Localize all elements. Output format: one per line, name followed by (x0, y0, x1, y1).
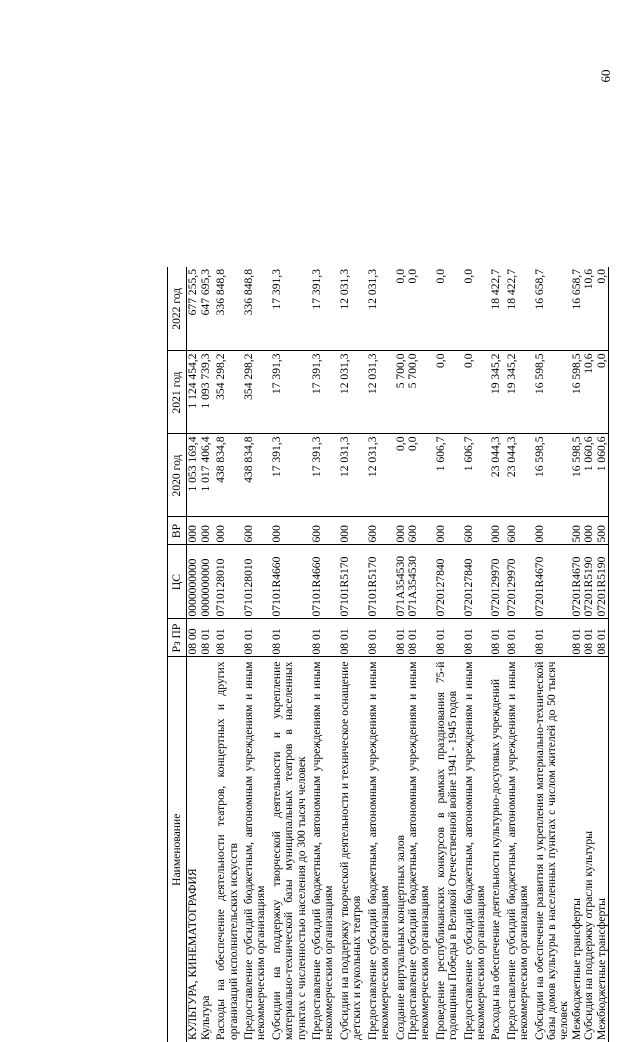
table-row (200, 267, 212, 1042)
row-2022: 0,0 (596, 267, 609, 351)
row-vr: 000 (531, 517, 571, 545)
row-2020: 0,0 (407, 434, 432, 517)
row-rz: 08 (393, 642, 407, 655)
row-rz: 08 (461, 642, 475, 655)
table-row (432, 267, 460, 1042)
table-row (212, 267, 240, 1042)
row-rz: 08 (269, 642, 283, 655)
row-rz: 08 (489, 642, 503, 655)
page-number: 60 (598, 69, 613, 83)
row-pr: 01 (269, 628, 283, 640)
row-cs: 07101R4660 (268, 545, 308, 619)
row-name: Предоставление субсидий бюджетным, автономным учреждениям и иным некоммерческим организациям (504, 661, 531, 1040)
row-name: Субсидия на поддержку отрасли культуры (582, 830, 596, 1040)
row-cs: 07101R5170 (364, 545, 392, 619)
row-2021: 5 700,0 (407, 351, 432, 434)
row-2020: 12 031,3 (336, 434, 364, 517)
row-vr: 600 (503, 517, 531, 545)
row-2020: 16 598,5 (531, 434, 571, 517)
row-cs: 0720127840 (432, 545, 460, 619)
row-vr: 600 (240, 517, 268, 545)
row-2022: 647 695,3 (200, 267, 212, 351)
row-2021: 12 031,3 (364, 351, 392, 434)
row-2020: 1 060,6 (583, 434, 595, 517)
row-name: Предоставление субсидий бюджетным, автономным учреждениям и иным некоммерческим организациям (461, 661, 487, 1040)
table-row (596, 267, 609, 1042)
row-name: Культура (198, 995, 212, 1040)
row-2022: 12 031,3 (364, 267, 392, 351)
table-row (407, 267, 432, 1042)
table-row (268, 267, 308, 1042)
row-cs: 07201R4670 (571, 545, 583, 619)
row-pr: 01 (532, 628, 546, 640)
row-cs: 07201R5190 (596, 545, 609, 619)
row-pr: 01 (365, 628, 379, 640)
row-2020: 23 044,3 (487, 434, 502, 517)
row-pr: 01 (569, 628, 583, 640)
row-cs: 07201R5190 (583, 545, 595, 619)
row-2022: 18 422,7 (487, 267, 502, 351)
row-pr: 01 (337, 628, 351, 640)
row-2021: 17 391,3 (308, 351, 336, 434)
table-row (503, 267, 531, 1042)
row-2021: 0,0 (432, 351, 460, 434)
row-2022: 336 848,8 (212, 267, 240, 351)
row-vr: 500 (596, 517, 609, 545)
row-2020: 1 017 406,4 (200, 434, 212, 517)
row-rz: 08 (582, 642, 596, 655)
row-name: КУЛЬТУРА, КИНЕМАТОГРАФИЯ (186, 868, 200, 1040)
row-2022: 17 391,3 (308, 267, 336, 351)
row-cs: 071A354530 (407, 545, 432, 619)
row-cs: 0710128010 (240, 545, 268, 619)
row-rz: 08 (594, 642, 608, 655)
row-vr: 000 (392, 517, 407, 545)
header-2020: 2020 год (168, 434, 187, 517)
row-vr: 000 (187, 517, 200, 545)
row-2020: 17 391,3 (268, 434, 308, 517)
row-name: Расходы на обеспечение деятельности театров, концертных и других организаций исполнительских искусств (214, 661, 240, 1040)
row-rz-pr (432, 619, 460, 657)
row-2021: 5 700,0 (392, 351, 407, 434)
row-2021: 19 345,2 (503, 351, 531, 434)
row-2020: 12 031,3 (364, 434, 392, 517)
row-2021: 354 298,2 (212, 351, 240, 434)
row-2021: 1 093 739,3 (200, 351, 212, 434)
row-rz: 08 (310, 642, 324, 655)
row-2022: 0,0 (460, 267, 488, 351)
row-pr: 01 (214, 628, 228, 640)
table-row (364, 267, 392, 1042)
row-2022: 16 658,7 (571, 267, 583, 351)
row-2020: 438 834,8 (212, 434, 240, 517)
row-2021: 0,0 (460, 351, 488, 434)
row-cs: 07101R4660 (308, 545, 336, 619)
row-vr: 000 (200, 517, 212, 545)
table-row (336, 267, 364, 1042)
row-2022: 12 031,3 (336, 267, 364, 351)
row-rz-pr (460, 619, 488, 657)
row-rz-pr (364, 619, 392, 657)
row-vr: 000 (432, 517, 460, 545)
row-rz-pr (268, 619, 308, 657)
row-rz: 08 (433, 642, 447, 655)
row-2020: 1 053 169,4 (187, 434, 200, 517)
row-rz-pr (240, 619, 268, 657)
row-pr: 01 (405, 628, 419, 640)
row-rz: 08 (569, 642, 583, 655)
header-cs: ЦС (168, 545, 187, 619)
row-rz-pr (200, 619, 212, 657)
table-row (583, 267, 595, 1042)
row-2020: 16 598,5 (571, 434, 583, 517)
row-vr: 600 (364, 517, 392, 545)
row-rz-pr (596, 619, 609, 657)
row-vr: 000 (336, 517, 364, 545)
row-2021: 19 345,2 (487, 351, 502, 434)
row-pr: 01 (594, 628, 608, 640)
row-cs: 0000000000 (200, 545, 212, 619)
table-header (168, 267, 187, 1042)
row-name: Предоставление субсидий бюджетным, автономным учреждениям и иным некоммерческим организациям (365, 661, 392, 1040)
budget-table (167, 267, 609, 1042)
row-2020: 1 060,6 (596, 434, 609, 517)
row-cs: 071A354530 (392, 545, 407, 619)
row-2020: 0,0 (392, 434, 407, 517)
row-name: Субсидии на обеспечение развития и укрепления материально-технической базы домов культуры в населенных пунктах с числом жителей до 50 тысяч человек (532, 661, 571, 1040)
row-pr: 01 (242, 628, 256, 640)
header-rz-pr: Рз ПР (168, 619, 187, 657)
row-rz-pr (531, 619, 571, 657)
row-rz: 08 (405, 642, 419, 655)
row-name: Создание виртуальных концертных залов (393, 835, 407, 1040)
row-pr: 01 (504, 628, 518, 640)
row-pr: 01 (582, 628, 596, 640)
row-cs: 0720129970 (503, 545, 531, 619)
row-2022: 10,6 (583, 267, 595, 351)
row-rz-pr (487, 619, 502, 657)
row-name: Предоставление субсидий бюджетным, автономным учреждениям и иным некоммерческим организациям (310, 661, 336, 1040)
row-2022: 16 658,7 (531, 267, 571, 351)
row-name: Предоставление субсидий бюджетным, автономным учреждениям и иным некоммерческим организациям (405, 661, 432, 1040)
row-2021: 17 391,3 (268, 351, 308, 434)
table-row (531, 267, 571, 1042)
row-rz-pr (407, 619, 432, 657)
row-rz: 08 (337, 642, 351, 655)
row-2022: 0,0 (392, 267, 407, 351)
row-name: Субсидии на поддержку творческой деятельности и укрепление материально-технической базы муниципальных театров в населенных пунктах с численностью населения до 300 тысяч человек (269, 661, 308, 1040)
row-vr: 000 (268, 517, 308, 545)
row-cs: 0000000000 (187, 545, 200, 619)
row-2021: 16 598,5 (531, 351, 571, 434)
row-2021: 0,0 (596, 351, 609, 434)
row-rz-pr (308, 619, 336, 657)
row-2020: 1 606,7 (432, 434, 460, 517)
row-rz-pr (212, 619, 240, 657)
row-2020: 17 391,3 (308, 434, 336, 517)
row-2020: 23 044,3 (503, 434, 531, 517)
table-row (187, 267, 200, 1042)
row-2022: 18 422,7 (503, 267, 531, 351)
header-2022: 2022 год (168, 267, 187, 351)
row-vr: 600 (407, 517, 432, 545)
row-cs: 0710128010 (212, 545, 240, 619)
row-name: Межбюджетные трансферты (569, 898, 583, 1040)
header-name: Наименование (168, 657, 187, 1042)
table-row (392, 267, 407, 1042)
row-2020: 438 834,8 (240, 434, 268, 517)
row-rz-pr (336, 619, 364, 657)
row-name: Расходы на обеспечение деятельности культурно-досуговых учреждений (489, 678, 503, 1040)
row-rz-pr (503, 619, 531, 657)
header-2021: 2021 год (168, 351, 187, 434)
row-cs: 07201R4670 (531, 545, 571, 619)
row-pr: 01 (489, 628, 503, 640)
table-row (571, 267, 583, 1042)
table-row (240, 267, 268, 1042)
row-name: Субсидии на поддержку творческой деятельности и техническое оснащение детских и кукольных театров (337, 661, 364, 1040)
row-vr: 000 (487, 517, 502, 545)
row-2022: 17 391,3 (268, 267, 308, 351)
row-pr: 01 (433, 628, 447, 640)
row-2021: 10,6 (583, 351, 595, 434)
row-pr: 01 (310, 628, 324, 640)
row-pr: 01 (461, 628, 475, 640)
row-rz: 08 (214, 642, 228, 655)
row-cs: 0720127840 (460, 545, 488, 619)
row-cs: 0720129970 (487, 545, 502, 619)
row-vr: 600 (308, 517, 336, 545)
row-2021: 1 124 454,2 (187, 351, 200, 434)
table-row (487, 267, 502, 1042)
table-body (187, 267, 609, 1042)
row-name: Межбюджетные трансферты (596, 657, 609, 1042)
row-rz: 08 (365, 642, 379, 655)
row-rz: 08 (186, 642, 200, 655)
row-vr: 500 (571, 517, 583, 545)
row-pr: 01 (198, 628, 212, 640)
row-vr: 600 (460, 517, 488, 545)
row-2021: 354 298,2 (240, 351, 268, 434)
row-2022: 336 848,8 (240, 267, 268, 351)
row-rz: 08 (532, 642, 546, 655)
row-2021: 12 031,3 (336, 351, 364, 434)
row-rz: 08 (242, 642, 256, 655)
row-name: Проведение республиканских конкурсов в рамках празднования 75-й годовщины Победы в Великой Отечественной войне 1941 - 1945 годов (433, 661, 460, 1040)
table-row (308, 267, 336, 1042)
row-name: Предоставление субсидий бюджетным, автономным учреждениям и иным некоммерческим организациям (242, 661, 268, 1040)
row-pr: 01 (393, 628, 407, 640)
row-2022: 0,0 (407, 267, 432, 351)
table-row (460, 267, 488, 1042)
row-2022: 677 255,5 (187, 267, 200, 351)
row-vr: 000 (583, 517, 595, 545)
row-vr: 000 (212, 517, 240, 545)
row-rz: 08 (198, 642, 212, 655)
header-vr: ВР (168, 517, 187, 545)
row-cs: 07101R5170 (336, 545, 364, 619)
row-rz: 08 (504, 642, 518, 655)
row-2020: 1 606,7 (460, 434, 488, 517)
row-2022: 0,0 (432, 267, 460, 351)
row-rz-pr (392, 619, 407, 657)
row-pr: 00 (186, 628, 200, 640)
budget-table-page (167, 267, 639, 1042)
row-2021: 16 598,5 (571, 351, 583, 434)
